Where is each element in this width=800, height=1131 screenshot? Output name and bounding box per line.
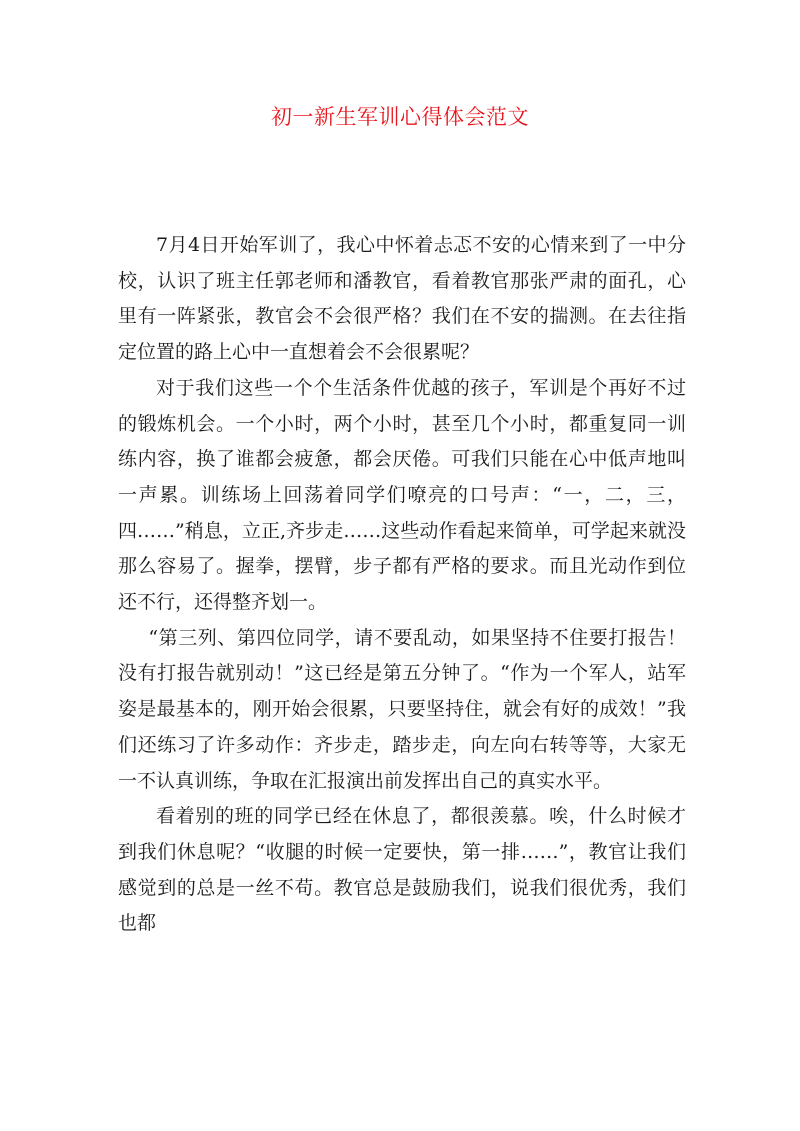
paragraph-2: 对于我们这些一个个生活条件优越的孩子，军训是个再好不过的锻炼机会。一个小时，两个小时，甚至几个小时，都重复同一训练内容，换了谁都会疲惫，都会厌倦。可我们只能在心中低声地叫一声累。训练场上回荡着同学们嘹亮的口号声：“一，二，三，四……”稍息，立正,齐步走……这些动作看起来简单，可学起来就没那么容易了。握拳，摆臂，步子都有严格的要求。而且光动作到位还不行，还得整齐划一。 bbox=[118, 376, 686, 614]
paragraph-1: 7月4日开始军训了，我心中怀着忐忑不安的心情来到了一中分校，认识了班主任郭老师和潘教官，看着教官那张严肃的面孔，心里有一阵紧张，教官会不会很严格？我们在不安的揣测。在去往指定位置的路上心中一直想着会不会很累呢？ bbox=[118, 234, 686, 364]
paragraph-4: 看着别的班的同学已经在休息了，都很羡慕。唉，什么时候才到我们休息呢？“收腿的时候一定要快，第一排……”，教官让我们感觉到的总是一丝不苟。教官总是鼓励我们，说我们很优秀，我们也都 bbox=[118, 805, 686, 935]
document-title: 初一新生军训心得体会范文 bbox=[271, 105, 529, 129]
document-body bbox=[118, 228, 686, 942]
paragraph-3: “第三列、第四位同学，请不要乱动，如果坚持不住要打报告！没有打报告就别动！”这已经是第五分钟了。“作为一个军人，站军姿是最基本的，刚开始会很累，只要坚持住，就会有好的成效！”我们还练习了许多动作：齐步走，踏步走，向左向右转等等，大家无一不认真训练，争取在汇报演出前发挥出自己的真实水平。 bbox=[118, 626, 686, 792]
